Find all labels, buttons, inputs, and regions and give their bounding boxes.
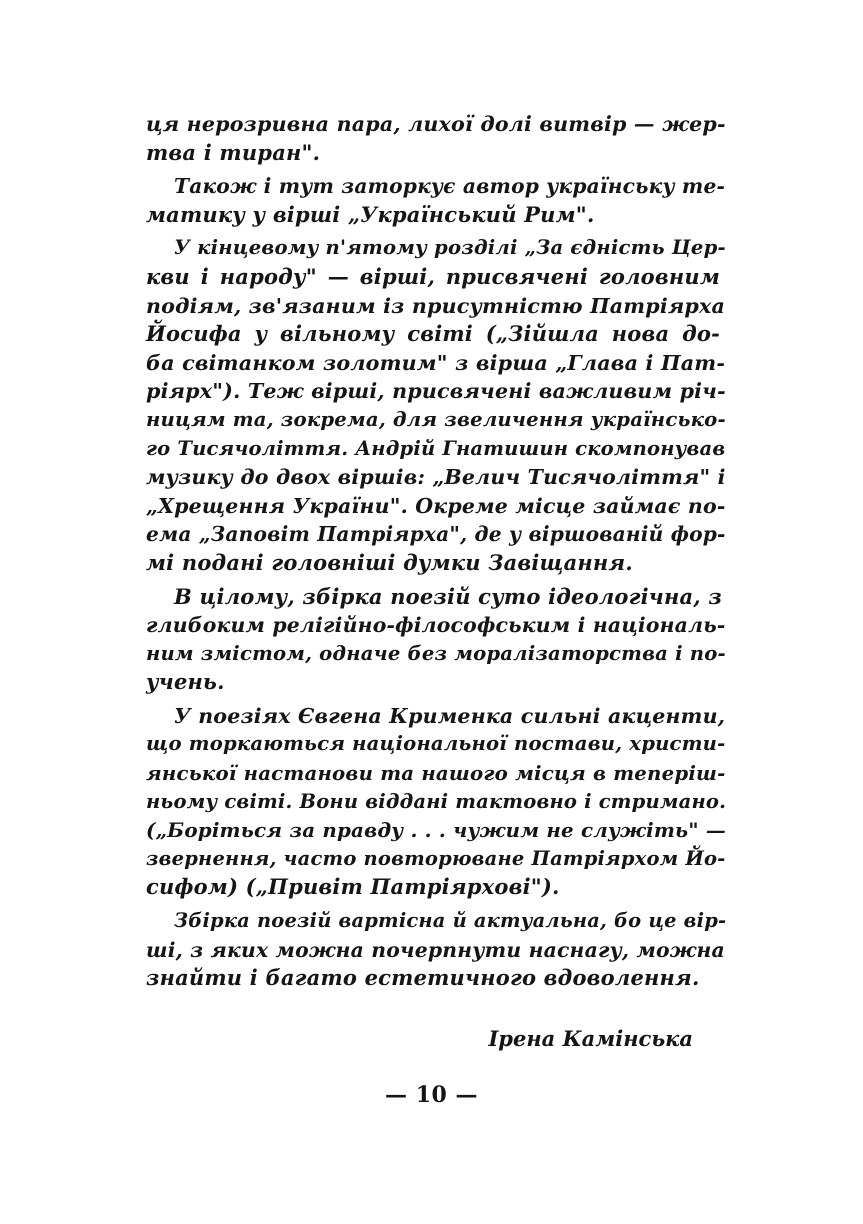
- text-line: звернення, часто повторюване Патріярхом Йо-: [146, 846, 726, 870]
- text-line: музику до двох віршів: „Велич Тисячоліття" і: [146, 465, 726, 490]
- text-line: У кінцевому п'ятому розділі „За єдність Цер-: [174, 236, 726, 260]
- text-line: „Хрещення України". Окреме місце займає по-: [146, 493, 726, 518]
- text-line: Також і тут заторкує автор українську те-: [174, 174, 726, 199]
- text-line: Йосифа у вільному світі („Зійшла нова до-: [146, 321, 720, 347]
- text-line: сифом) („Привіт Патріярхові").: [146, 874, 560, 900]
- text-line: ньому світі. Вони віддані тактовно і стримано.: [146, 789, 727, 813]
- text-line: го Тисячоліття. Андрій Гнатишин скомпонував: [146, 436, 726, 460]
- text-line: тва і тиран".: [146, 139, 321, 165]
- text-line: подіям, зв'язаним із присутністю Патріярха: [146, 293, 726, 318]
- text-line: ші, з яких можна почерпнути наснагу, можна: [146, 937, 725, 962]
- text-line: („Боріться за правду . . . чужим не служіть" —: [146, 818, 726, 843]
- text-line: ним змістом, одначе без моралізаторства і по-: [146, 641, 726, 665]
- text-line: янської настанови та нашого місця в теперіш-: [146, 761, 726, 786]
- text-line: глибоким релігійно-філософським і національ-: [146, 613, 726, 638]
- text-line: ема „Заповіт Патріярха", де у віршованій фор-: [146, 522, 726, 547]
- text-line: знайти і багато естетичного вдоволення.: [146, 965, 700, 991]
- text-line: кви і народу" — вірші, присвячені головним: [146, 263, 720, 289]
- text-line: ницям та, зокрема, для звеличення українсько-: [146, 407, 726, 431]
- paragraph-2: [146, 172, 726, 229]
- text-line: ріярх"). Теж вірші, присвячені важливим річ-: [146, 379, 726, 404]
- paragraph-5: [146, 702, 727, 902]
- text-line: В цілому, збірка поезій суто ідеологічна, з: [174, 583, 722, 609]
- text-line: що торкаються національної постави, христи-: [146, 732, 726, 756]
- paragraph-6: [146, 907, 727, 993]
- text-line: мі подані головніші думки Завіщання.: [146, 549, 633, 575]
- text-line: Збірка поезій вартісна й актуальна, бо це вір-: [174, 909, 727, 933]
- text-line: учень.: [146, 669, 225, 695]
- text-line: У поезіях Євгена Крименка сильні акценти,: [174, 703, 726, 728]
- text-line: матику у вірші „Український Рим".: [146, 201, 595, 227]
- text-line: ба світанком золотим" з вірша „Глава і Пат-: [146, 350, 726, 375]
- paragraph-3: [146, 234, 726, 577]
- author-signature: Ірена Камінська: [488, 1026, 693, 1051]
- paragraph-1: [146, 110, 726, 167]
- text-line: ця нерозривна пара, лихої долі витвір — жер-: [146, 112, 726, 136]
- page-number: — 10 —: [385, 1082, 478, 1108]
- body-text: [146, 110, 727, 993]
- paragraph-4: [146, 583, 726, 697]
